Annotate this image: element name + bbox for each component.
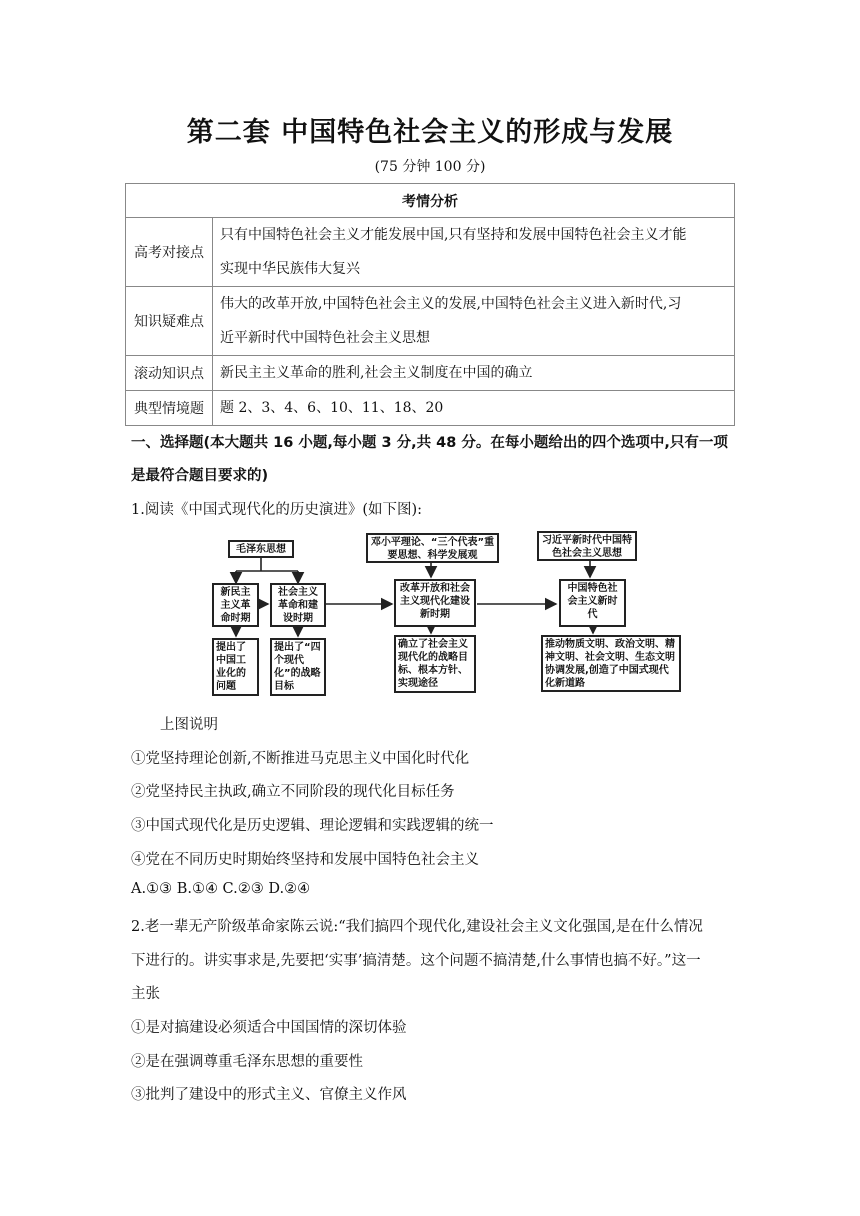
option-4: ④党在不同历史时期始终坚持和发展中国特色社会主义 bbox=[131, 852, 479, 868]
option-3: ③批判了建设中的形式主义、官僚主义作风 bbox=[131, 1087, 407, 1103]
option-2: ②是在强调尊重毛泽东思想的重要性 bbox=[131, 1054, 363, 1070]
flow-box-new-era: 中国特色社会主义新时代 bbox=[559, 579, 626, 627]
flow-box-mao-thought: 毛泽东思想 bbox=[228, 540, 294, 558]
flow-note-four-modernizations: 提出了“四个现代化”的战略目标 bbox=[270, 638, 326, 696]
flow-note-strategic-goals: 确立了社会主义现代化的战略目标、根本方针、实现途径 bbox=[394, 635, 476, 693]
flow-note-new-path: 推动物质文明、政治文明、精神文明、社会文明、生态文明协调发展,创造了中国式现代化新道路 bbox=[541, 635, 681, 692]
row-line: 只有中国特色社会主义才能发展中国,只有坚持和发展中国特色社会主义才能 bbox=[220, 227, 687, 243]
row-value: 题 2、3、4、6、10、11、18、20 bbox=[213, 391, 735, 426]
option-3: ③中国式现代化是历史逻辑、理论逻辑和实践逻辑的统一 bbox=[131, 818, 494, 834]
question-2-stem-line: 2.老一辈无产阶级革命家陈云说:“我们搞四个现代化,建设社会主义文化强国,是在什么情况 bbox=[131, 919, 703, 935]
option-2: ②党坚持民主执政,确立不同阶段的现代化目标任务 bbox=[131, 784, 455, 800]
answer-choices: A.①③ B.①④ C.②③ D.②④ bbox=[131, 881, 311, 897]
row-label: 高考对接点 bbox=[126, 218, 213, 287]
row-value: 新民主主义革命的胜利,社会主义制度在中国的确立 bbox=[213, 356, 735, 391]
flow-box-reform-period: 改革开放和社会主义现代化建设新时期 bbox=[394, 579, 476, 627]
option-1: ①党坚持理论创新,不断推进马克思主义中国化时代化 bbox=[131, 751, 470, 767]
page-title: 第二套 中国特色社会主义的形成与发展 bbox=[186, 117, 674, 148]
question-2-stem-line: 下进行的。讲实事求是,先要把‘实事’搞清楚。这个问题不搞清楚,什么事情也搞不好。”这一 bbox=[131, 953, 701, 969]
row-line: 伟大的改革开放,中国特色社会主义的发展,中国特色社会主义进入新时代,习 bbox=[220, 296, 682, 312]
section-heading-line: 是最符合题目要求的) bbox=[131, 468, 269, 484]
flow-box-new-democratic-period: 新民主主义革命时期 bbox=[212, 583, 259, 627]
question-2-stem-line: 主张 bbox=[131, 986, 160, 1002]
flow-note-industrialization: 提出了中国工业化的问题 bbox=[212, 638, 259, 696]
flow-box-deng-theory: 邓小平理论、“三个代表”重要思想、科学发展观 bbox=[366, 533, 499, 563]
section-heading-line: 一、选择题(本大题共 16 小题,每小题 3 分,共 48 分。在每小题给出的四个选项中,只有一项 bbox=[131, 435, 728, 451]
row-line: 近平新时代中国特色社会主义思想 bbox=[220, 330, 430, 346]
row-label: 典型情境题 bbox=[126, 391, 213, 426]
diagram-caption: 上图说明 bbox=[160, 717, 218, 733]
option-1: ①是对搞建设必须适合中国国情的深切体验 bbox=[131, 1020, 407, 1036]
row-label: 滚动知识点 bbox=[126, 356, 213, 391]
row-line: 实现中华民族伟大复兴 bbox=[220, 261, 360, 277]
flow-box-xi-thought: 习近平新时代中国特色社会主义思想 bbox=[537, 531, 637, 561]
table-header: 考情分析 bbox=[126, 184, 735, 218]
row-label: 知识疑难点 bbox=[126, 287, 213, 356]
flow-box-socialist-construction-period: 社会主义革命和建设时期 bbox=[270, 583, 326, 627]
question-1-stem: 1.阅读《中国式现代化的历史演进》(如下图): bbox=[131, 502, 423, 518]
exam-time-score: (75 分钟 100 分) bbox=[374, 159, 486, 175]
